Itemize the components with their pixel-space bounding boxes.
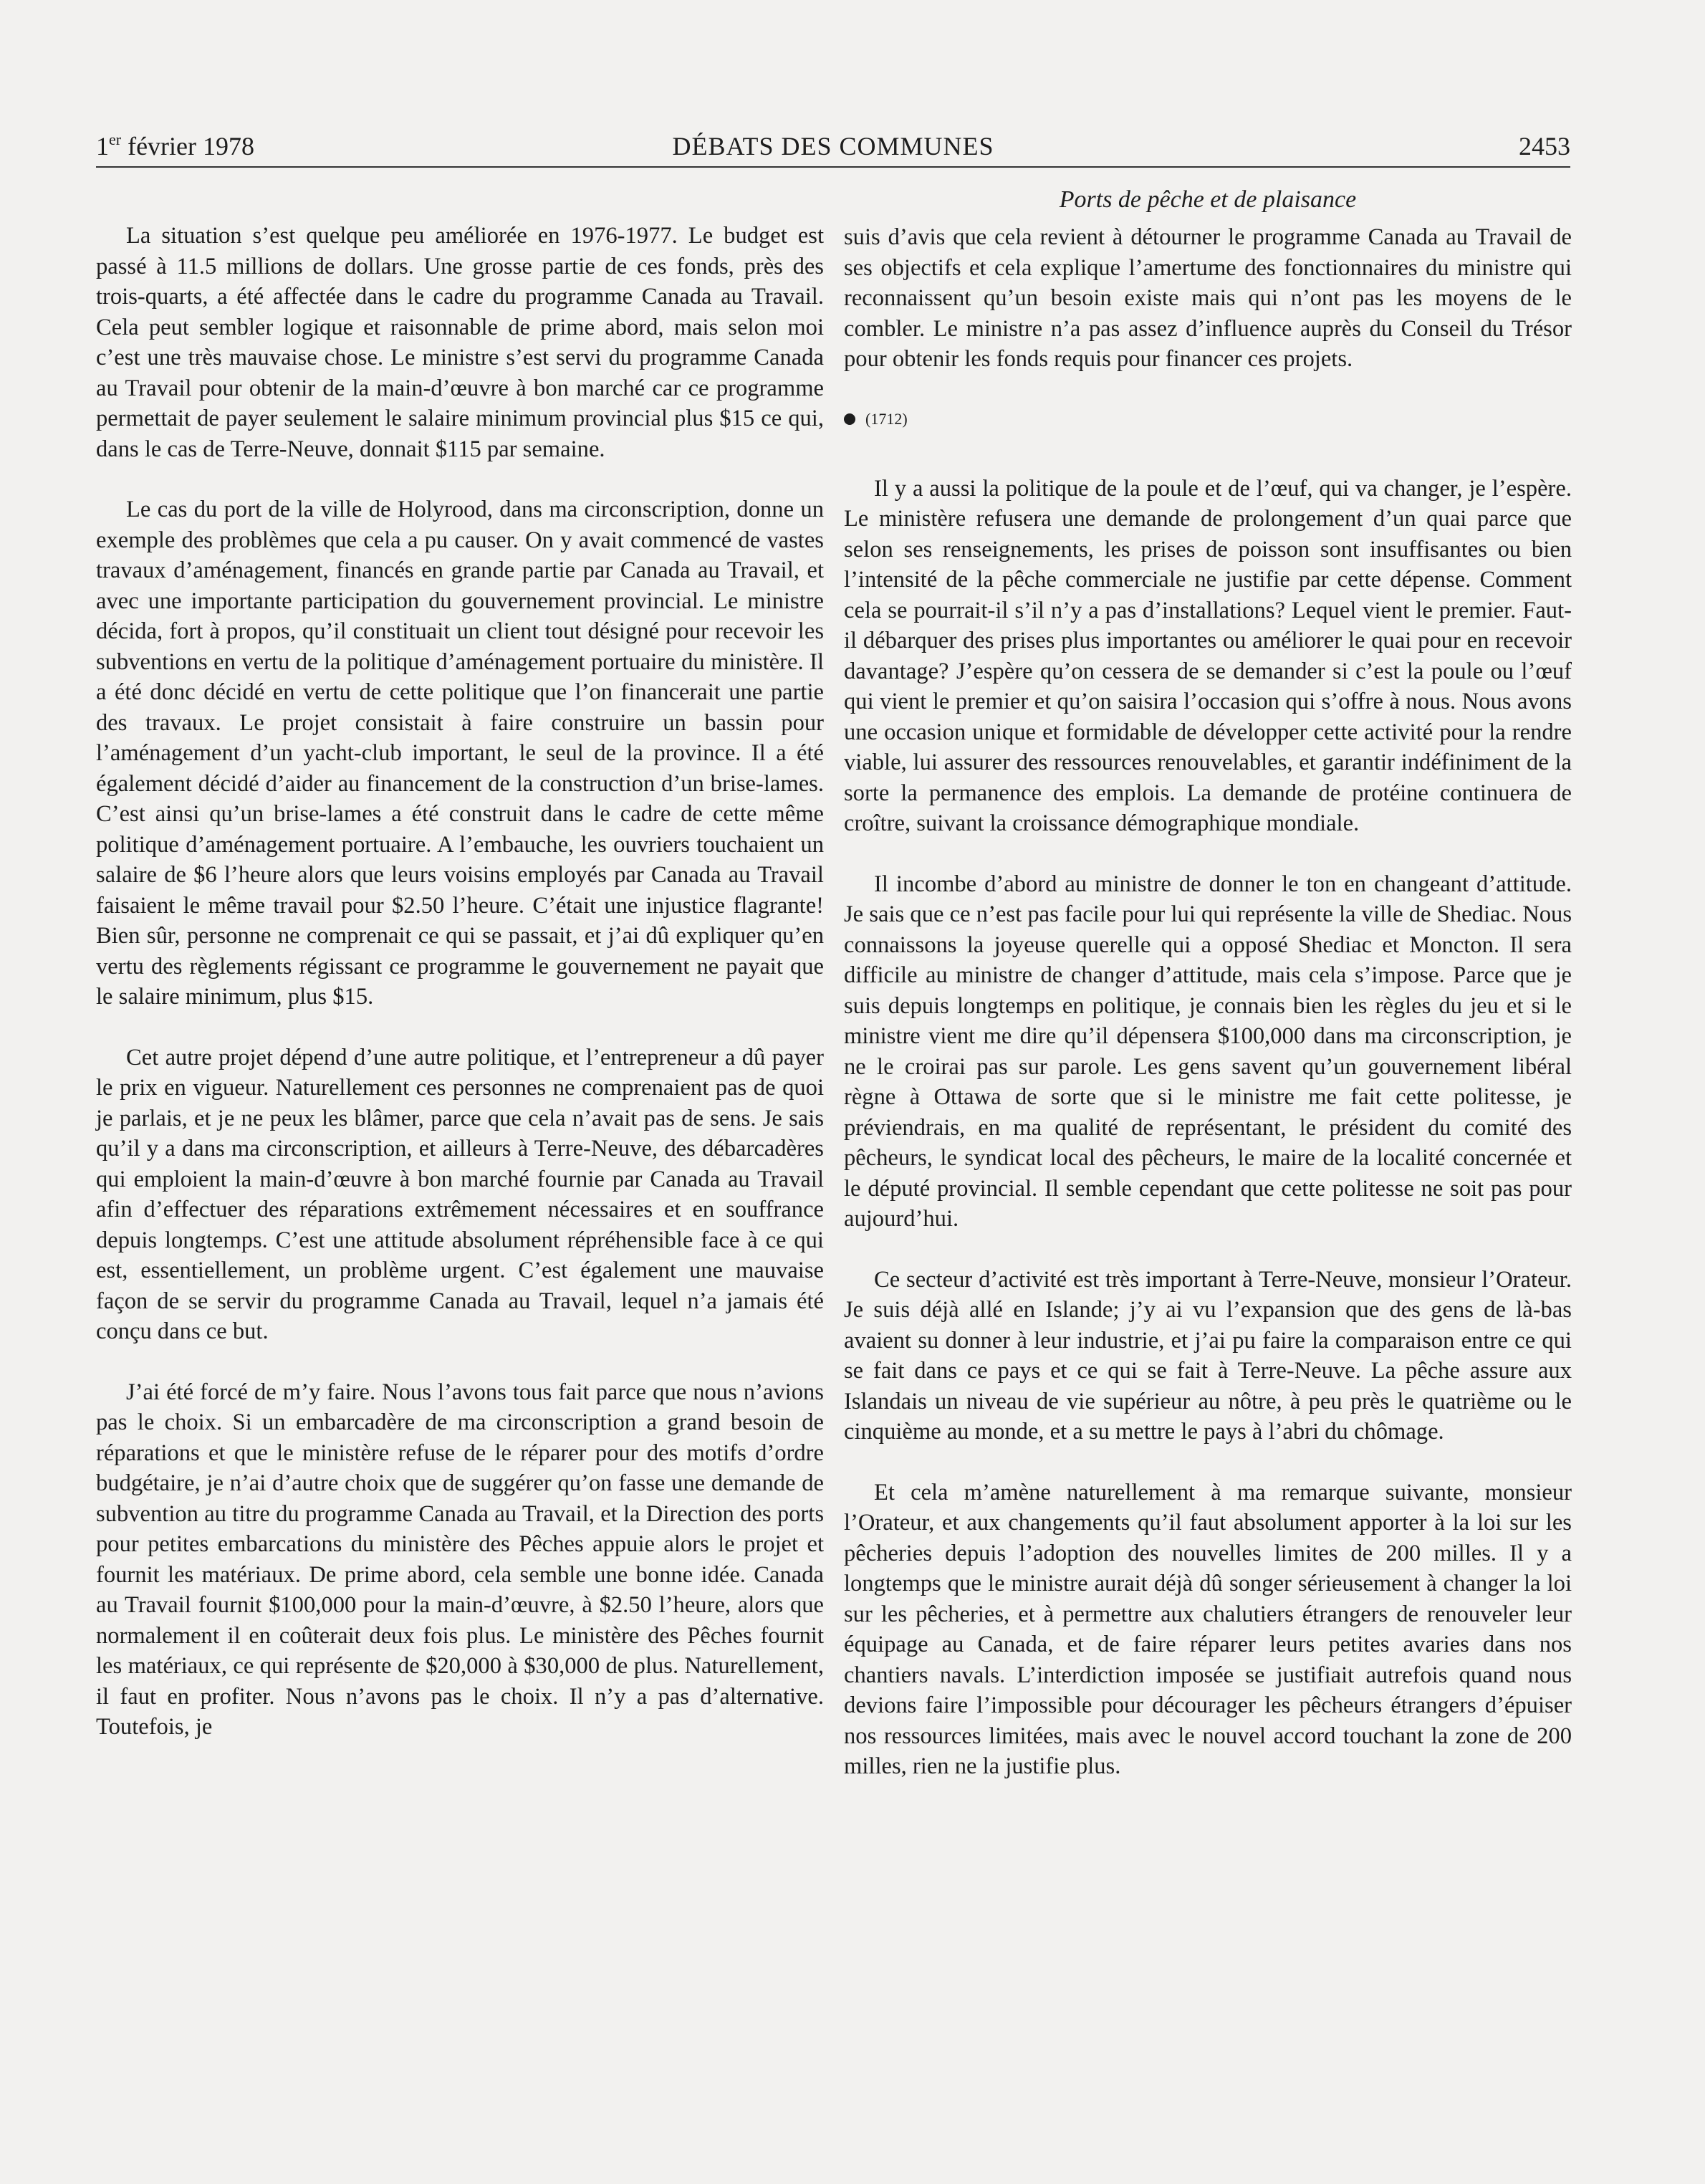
paragraph: J’ai été forcé de m’y faire. Nous l’avons tous fait parce que nous n’avions pas le choix. Si un embarcadère de ma circonscription a grand besoin de réparations et que le ministère refuse de le réparer pour des motifs d’ordre budgétaire, je n’ai d’autre choix que de suggérer qu’on fasse une demande de subvention au titre du programme Canada au Travail, et la Direction des ports pour petites embarcations du ministère des Pêches appuie alors le projet et fournit les matériaux. De prime abord, cela semble une bonne idée. Canada au Travail fournit $100,000 pour la main-d’œuvre, à $2.50 l’heure, alors que normalement il en coûterait deux fois plus. Le ministère des Pêches fournit les matériaux, ce qui représente de $20,000 à $30,000 de plus. Naturellement, il faut en profiter. Nous n’avons pas le choix. Il n’y a pas d’alternative. Toutefois, je [96,1379,824,1740]
left-column [96,221,824,1773]
paragraph: Il incombe d’abord au ministre de donner le ton en changeant d’attitude. Je sais que ce n’est pas facile pour lui qui représente la ville de Shediac. Nous connaissons la joyeuse querelle qui a opposé Shediac et Moncton. Il sera difficile au ministre de changer d’attitude, mais cela s’impose. Parce que je suis depuis longtemps en politique, je connais bien les règles du jeu et si le ministre vient me dire qu’il dépensera $100,000 dans ma circonscription, je ne le croirai pas sur parole. Les gens savent qu’un gouvernement libéral règne à Ottawa de sorte que si le ministre me fait cette politesse, je préviendrais, en ma qualité de représentant, le président du comité des pêcheurs, le syndicat local des pêcheurs, le maire de la localité concernée et le député provincial. Il semble cependant que cette politesse ne soit pas pour aujourd’hui. [844,871,1572,1232]
right-column [844,214,1572,1812]
page-number: 2453 [1519,132,1570,161]
time-marker-text: (1712) [865,409,908,428]
bullet-dot-icon [844,413,855,425]
section-subheading: Ports de pêche et de plaisance [1059,186,1357,213]
paragraph: Cet autre projet dépend d’une autre politique, et l’entrepreneur a dû payer le prix en vigueur. Naturellement ces personnes ne comprenaient pas de quoi je parlais, et je ne peux les blâmer, parce que cela n’avait pas de sens. Je sais qu’il y a dans ma circonscription, et ailleurs à Terre-Neuve, des débarcadères qui emploient la main-d’œuvre à bon marché fournie par Canada au Travail afin d’effectuer des réparations extrêmement nécessaires et en souffrance depuis longtemps. C’est une attitude absolument répréhensible face à ce qui est, essentiellement, un problème urgent. C’est également une mauvaise façon de se servir du programme Canada au Travail, lequel n’a jamais été conçu dans ce but. [96,1044,824,1344]
page-header [96,128,1570,165]
paragraph: Il y a aussi la politique de la poule et de l’œuf, qui va changer, je l’espère. Le ministère refusera une demande de prolongement d’un quai parce que selon ses renseignements, les prises de poisson sont insuffisantes ou bien l’intensité de la pêche commerciale ne justifie par cette dépense. Comment cela se pourrait-il s’il n’y a pas d’installations? Lequel vient le premier. Faut-il débarquer des prises plus importantes ou améliorer le quai pour en recevoir davantage? J’espère qu’on cessera de se demander si c’est la poule ou l’œuf qui vient le premier et qu’on saisira l’occasion qui s’offre à nous. Nous avons une occasion unique et formidable de développer cette activité pour la rendre viable, lui assurer des ressources renouvelables, et garantir indéfiniment de la sorte la permanence des emplois. La demande de protéine continuera de croître, suivant la croissance démographique mondiale. [844,475,1572,836]
paragraph: Et cela m’amène naturellement à ma remarque suivante, monsieur l’Orateur, et aux changements qu’il faut absolument apporter à la loi sur les pêcheries depuis l’adoption des nouvelles limites de 200 milles. Il y a longtemps que le ministre aurait déjà dû songer sérieusement à changer la loi sur les pêcheries, et à permettre aux chalutiers étrangers de renouveler leur équipage au Canada, et de faire réparer leurs petites avaries dans nos chantiers navals. L’interdiction imposée se justifiait autrefois quand nous devions faire l’impossible pour décourager les pêcheurs étrangers d’épuiser nos ressources limitées, mais avec le nouvel accord touchant la zone de 200 milles, rien ne la justifie plus. [844,1479,1572,1779]
date-superscript: er [109,130,122,148]
paragraph: Le cas du port de la ville de Holyrood, dans ma circonscription, donne un exemple des problèmes que cela a pu causer. On y avait commencé de vastes travaux d’aménagement, financés en grande partie par Canada au Travail, et avec une importante participation du gouvernement provincial. Le ministre décida, fort à propos, qu’il constituait un client tout désigné pour recevoir les subventions en vertu de la politique d’aménagement portuaire du ministère. Il a été donc décidé en vertu de cette politique que l’on financerait une partie des travaux. Le projet consistait à faire construire un bassin pour l’aménagement d’un yacht-club important, le seul de la province. Il a été également décidé d’aider au financement de la construction d’un brise-lames. C’est ainsi qu’un brise-lames a été construit dans le cadre de cette même politique d’aménagement portuaire. A l’embauche, les ouvriers touchaient un salaire de $6 l’heure alors que leurs voisins employés par Canada au Travail faisaient le même travail pour $2.50 l’heure. C’était une injustice flagrante! Bien sûr, personne ne comprenait ce qui se passait, et j’ai dû expliquer qu’en vertu des règlements régissant ce programme le gouvernement ne payait que le salaire minimum, plus $15. [96,497,824,1010]
continued-paragraph: suis d’avis que cela revient à détourner le programme Canada au Travail de ses objectifs et cela explique l’amertume des fonctionnaires du ministre qui reconnaissent qu’un besoin existe mais qui n’ont pas les moyens de le combler. Le ministre n’a pas assez d’influence auprès du Conseil du Trésor pour obtenir les fonds requis pour financer ces projets. [844,224,1572,372]
date-day: 1 [96,132,109,161]
paragraph: Ce secteur d’activité est très important à Terre-Neuve, monsieur l’Orateur. Je suis déjà allé en Islande; j’y ai vu l’expansion que des gens de là-bas avaient su donner à leur industrie, et j’ai pu faire la comparaison entre ce qui se fait dans ce pays et ce qui se fait à Terre-Neuve. La pêche assure aux Islandais un niveau de vie supérieur au nôtre, à peu près le quatrième ou le cinquième au monde, et a su mettre le pays à l’abri du chômage. [844,1266,1572,1445]
publication-title: DÉBATS DES COMMUNES [672,132,994,161]
date-rest: février 1978 [121,132,255,161]
header-rule [96,166,1570,168]
time-marker [844,405,1572,434]
paragraph: La situation s’est quelque peu améliorée en 1976-1977. Le budget est passé à 11.5 millions de dollars. Une grosse partie de ces fonds, près des trois-quarts, a été affectée dans le cadre du programme Canada au Travail. Cela peut sembler logique et raisonnable de prime abord, mais selon moi c’est une très mauvaise chose. Le ministre s’est servi du programme Canada au Travail pour obtenir de la main-d’œuvre à bon marché car ce programme permettait de payer seulement le salaire minimum provincial plus $15 ce qui, dans le cas de Terre-Neuve, donnait $115 par semaine. [96,223,824,462]
